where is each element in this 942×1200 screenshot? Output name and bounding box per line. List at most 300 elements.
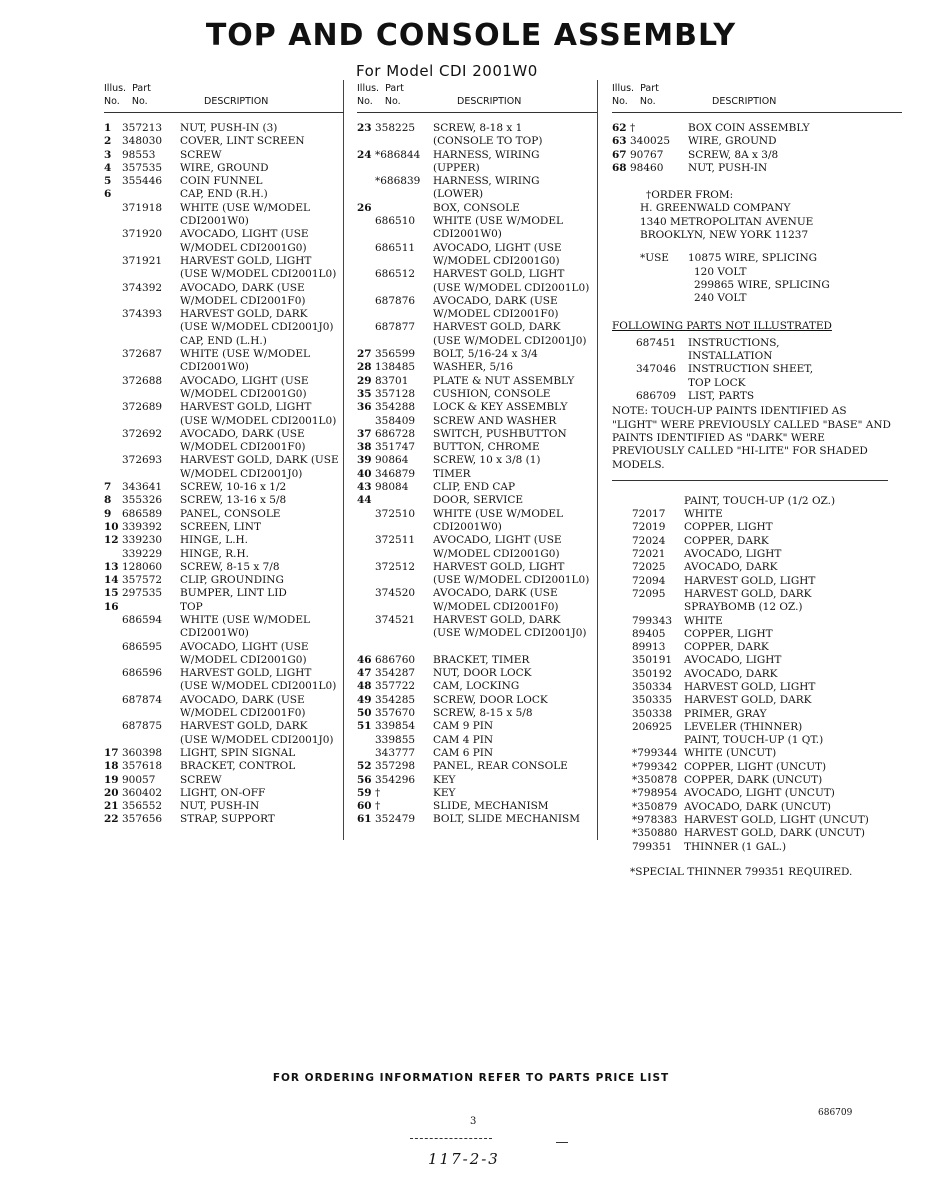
paint-row — [612, 761, 902, 774]
parts-row — [357, 734, 597, 747]
illus-number: 35 — [357, 387, 372, 400]
parts-row — [357, 534, 597, 547]
paint-row — [612, 521, 902, 534]
illus-number: 8 — [104, 494, 112, 507]
part-description: BRACKET, TIMER — [433, 653, 530, 666]
paint-row — [612, 827, 902, 840]
parts-row — [357, 774, 597, 787]
parts-row — [104, 627, 344, 640]
part-description: W/MODEL CDI2001F0) — [180, 707, 306, 720]
paint-row — [612, 787, 902, 800]
parts-row — [104, 441, 344, 454]
parts-row — [357, 175, 597, 188]
description-label: DESCRIPTION — [712, 96, 777, 107]
part-number: 350334 — [632, 680, 673, 693]
part-description: BOX COIN ASSEMBLY — [688, 122, 810, 134]
part-description: BUMPER, LINT LID — [180, 587, 287, 600]
part-description: COVER, LINT SCREEN — [180, 135, 305, 148]
parts-row — [357, 428, 597, 441]
parts-row — [357, 335, 597, 348]
illus-number: 40 — [357, 467, 372, 480]
paint-row — [612, 561, 902, 574]
parts-row — [104, 720, 344, 733]
part-number: 348030 — [122, 135, 163, 148]
parts-row — [357, 654, 597, 667]
part-description: HARVEST GOLD, LIGHT — [180, 401, 312, 414]
part-number: 72025 — [632, 561, 666, 574]
order-from-line: †ORDER FROM: — [646, 189, 734, 202]
part-description: LEVELER (THINNER) — [684, 720, 803, 733]
parts-row — [357, 468, 597, 481]
illus-number: 24 — [357, 148, 372, 161]
part-number: 686709 — [636, 390, 677, 403]
parts-row — [104, 242, 344, 255]
part-description: HARVEST GOLD, DARK — [433, 613, 561, 626]
parts-row — [357, 242, 597, 255]
illus-number: 13 — [104, 560, 119, 573]
parts-row — [357, 122, 597, 135]
parts-row — [104, 122, 344, 135]
parts-row — [104, 188, 344, 201]
illus-number: 3 — [104, 148, 112, 161]
touch-up-note: NOTE: TOUCH-UP PAINTS IDENTIFIED AS "LIGHT" WERE PREVIOUSLY CALLED "BASE" AND PAINTS IDENTIFIED AS "DARK" WERE PREVIOUSLY CALLED "HI-LITE" FOR SHADED MODELS. — [612, 405, 891, 471]
illus-number: 18 — [104, 760, 119, 773]
illus-number: 67 — [612, 148, 627, 161]
illus-number: 56 — [357, 773, 372, 786]
parts-row — [104, 361, 344, 374]
part-description: CUSHION, CONSOLE — [433, 387, 551, 400]
part-description: CDI2001W0) — [433, 520, 502, 533]
part-description: INSTALLATION — [688, 350, 773, 363]
part-description: PLATE & NUT ASSEMBLY — [433, 374, 575, 387]
part-description: HARVEST GOLD, LIGHT — [433, 560, 565, 573]
paint-row — [612, 601, 902, 614]
part-number: 98460 — [630, 161, 664, 174]
parts-row — [357, 401, 597, 414]
paint-row — [612, 588, 902, 601]
part-number: 339229 — [122, 547, 163, 560]
part-description: CAM 4 PIN — [433, 733, 494, 746]
parts-row — [357, 548, 597, 561]
part-description: W/MODEL CDI2001F0) — [180, 294, 306, 307]
order-from-line: BROOKLYN, NEW YORK 11237 — [640, 229, 809, 242]
parts-row — [104, 388, 344, 401]
part-number: 372511 — [375, 534, 416, 547]
part-description: AVOCADO, DARK (USE — [180, 281, 305, 294]
no-label: No. No. — [612, 96, 656, 107]
part-description: (USE W/MODEL CDI2001J0) — [433, 334, 587, 347]
part-description: COPPER, DARK — [684, 641, 769, 654]
part-number: 98084 — [375, 481, 409, 494]
illus-number: 12 — [104, 534, 119, 547]
parts-row — [357, 441, 597, 454]
part-description: WHITE (USE W/MODEL — [180, 348, 310, 361]
part-number: 371921 — [122, 254, 163, 267]
parts-row — [357, 694, 597, 707]
parts-row — [104, 454, 344, 467]
part-number: *686839 — [375, 175, 421, 188]
paint-row — [612, 548, 902, 561]
part-description: AVOCADO, DARK — [684, 667, 778, 680]
part-number: 355446 — [122, 175, 163, 188]
part-description: WIRE, GROUND — [180, 161, 269, 174]
part-description: BOX, CONSOLE — [433, 201, 520, 214]
parts-row — [104, 401, 344, 414]
part-description: TOP LOCK — [688, 376, 746, 389]
part-number: 350191 — [632, 654, 673, 667]
part-number: *350878 — [632, 774, 678, 787]
part-number: 357128 — [375, 387, 416, 400]
part-number: 686595 — [122, 640, 163, 653]
part-description: KEY — [433, 773, 456, 786]
use-note-label: *USE — [640, 252, 669, 265]
illus-number: 48 — [357, 680, 372, 693]
part-number: 686760 — [375, 653, 416, 666]
illus-number: 17 — [104, 746, 119, 759]
parts-row — [357, 760, 597, 773]
part-number: 360398 — [122, 746, 163, 759]
part-number: 90864 — [375, 454, 409, 467]
part-number: 372692 — [122, 427, 163, 440]
part-number: 72095 — [632, 587, 666, 600]
parts-row — [357, 228, 597, 241]
order-from-line: H. GREENWALD COMPANY — [640, 202, 791, 215]
parts-row — [612, 149, 902, 162]
illus-number: 37 — [357, 427, 372, 440]
illus-number: 14 — [104, 574, 119, 587]
part-description: WASHER, 5/16 — [433, 361, 514, 374]
parts-row — [104, 548, 344, 561]
part-description: COPPER, LIGHT — [684, 521, 773, 534]
part-description: PAINT, TOUCH-UP (1 QT.) — [684, 734, 824, 747]
parts-row — [357, 667, 597, 680]
paint-row — [612, 681, 902, 694]
part-number: 374520 — [375, 587, 416, 600]
part-number: 72019 — [632, 521, 666, 534]
not-illustrated-row — [612, 363, 902, 376]
part-number: 72021 — [632, 548, 666, 561]
paint-row — [612, 628, 902, 641]
part-number: *350880 — [632, 827, 678, 840]
not-illustrated-row — [612, 390, 902, 403]
part-number: 90767 — [630, 148, 664, 161]
parts-row — [104, 282, 344, 295]
part-description: AVOCADO, LIGHT (USE — [180, 228, 309, 241]
part-number: 354287 — [375, 667, 416, 680]
part-description: SCREEN, LINT — [180, 520, 261, 533]
part-number: 357213 — [122, 122, 163, 134]
part-number: 350192 — [632, 667, 673, 680]
parts-row — [104, 162, 344, 175]
part-number: 138485 — [375, 361, 416, 374]
parts-row — [357, 720, 597, 733]
part-description: SCREW, 10 x 3/8 (1) — [433, 454, 541, 467]
parts-row — [357, 494, 597, 507]
part-description: LIST, PARTS — [688, 390, 755, 403]
part-description: HARVEST GOLD, LIGHT (UNCUT) — [684, 813, 869, 826]
model-subtitle: For Model CDI 2001W0 — [356, 62, 538, 80]
illus-number: 28 — [357, 361, 372, 374]
parts-row — [104, 321, 344, 334]
part-description: (CONSOLE TO TOP) — [433, 135, 543, 148]
part-description: BUTTON, CHROME — [433, 441, 540, 454]
part-description: HARVEST GOLD, DARK — [180, 308, 308, 321]
parts-row — [357, 454, 597, 467]
parts-row — [104, 175, 344, 188]
parts-row — [357, 627, 597, 640]
parts-row — [357, 149, 597, 162]
illus-number: 61 — [357, 813, 372, 826]
part-description: PANEL, REAR CONSOLE — [433, 760, 568, 773]
illus-number: 27 — [357, 348, 372, 361]
parts-column-2 — [357, 82, 597, 827]
part-number: 354285 — [375, 693, 416, 706]
parts-row — [104, 295, 344, 308]
part-number: 98553 — [122, 148, 156, 161]
part-number: 128060 — [122, 560, 163, 573]
part-description: COIN FUNNEL — [180, 175, 263, 188]
illus-number: 9 — [104, 507, 112, 520]
parts-row — [357, 641, 597, 654]
illus-number: 46 — [357, 653, 372, 666]
part-number: 687451 — [636, 336, 677, 349]
part-description: HARVEST GOLD, LIGHT — [433, 268, 565, 281]
illus-number: 38 — [357, 441, 372, 454]
part-number: 351747 — [375, 441, 416, 454]
part-description: AVOCADO, DARK (USE — [433, 294, 558, 307]
part-description: HARVEST GOLD, LIGHT — [684, 574, 816, 587]
parts-row — [104, 508, 344, 521]
part-number: *978383 — [632, 813, 678, 826]
illus-number: 36 — [357, 401, 372, 414]
parts-row — [104, 135, 344, 148]
parts-row — [357, 388, 597, 401]
page-number: 3 — [470, 1116, 477, 1127]
part-description: (USE W/MODEL CDI2001L0) — [180, 414, 337, 427]
part-number: 686594 — [122, 613, 163, 626]
part-number: 72024 — [632, 534, 666, 547]
part-number: 686512 — [375, 268, 416, 281]
parts-row — [104, 641, 344, 654]
part-description: STRAP, SUPPORT — [180, 813, 275, 826]
part-number: 357572 — [122, 574, 163, 587]
part-description: SCREW — [180, 148, 222, 161]
part-number: 687875 — [122, 720, 163, 733]
part-number: 357298 — [375, 760, 416, 773]
part-description: HARVEST GOLD, LIGHT — [180, 667, 312, 680]
parts-row — [104, 415, 344, 428]
order-from-line: 1340 METROPOLITAN AVENUE — [640, 215, 814, 228]
illus-number: 59 — [357, 786, 372, 799]
part-description: CLIP, END CAP — [433, 481, 516, 494]
part-description: CDI2001W0) — [180, 627, 249, 640]
not-illustrated-row — [612, 337, 902, 350]
parts-row — [104, 521, 344, 534]
part-description: AVOCADO, LIGHT (USE — [433, 241, 562, 254]
illus-number: 19 — [104, 773, 119, 786]
parts-row — [104, 215, 344, 228]
part-number: 358225 — [375, 122, 416, 134]
parts-row — [104, 774, 344, 787]
parts-row — [104, 149, 344, 162]
part-description: NUT, DOOR LOCK — [433, 667, 532, 680]
part-description: BOLT, SLIDE MECHANISM — [433, 813, 580, 826]
part-description: BOLT, 5/16-24 x 3/4 — [433, 348, 538, 361]
part-number: 686589 — [122, 507, 163, 520]
part-description: CAM 6 PIN — [433, 746, 494, 759]
parts-row — [104, 348, 344, 361]
part-description: AVOCADO, LIGHT — [684, 548, 782, 561]
parts-row — [104, 654, 344, 667]
illus-number: 52 — [357, 760, 372, 773]
illus-number: 62 — [612, 122, 627, 134]
paint-row — [612, 615, 902, 628]
part-number: 206925 — [632, 720, 673, 733]
not-illustrated-row — [612, 350, 902, 363]
part-number: 339854 — [375, 720, 416, 733]
parts-column-1 — [104, 82, 344, 827]
illus-number: 63 — [612, 135, 627, 148]
part-description: W/MODEL CDI2001F0) — [433, 308, 559, 321]
parts-row — [104, 707, 344, 720]
part-number: † — [375, 786, 381, 799]
illus-number: 39 — [357, 454, 372, 467]
part-description: WHITE — [684, 614, 723, 627]
part-description: SCREW, 8-18 x 1 — [433, 122, 523, 134]
parts-row — [104, 494, 344, 507]
parts-row — [612, 122, 902, 135]
part-number: 357670 — [375, 707, 416, 720]
parts-row — [104, 481, 344, 494]
parts-row — [357, 361, 597, 374]
part-number: 372510 — [375, 507, 416, 520]
illus-number: 29 — [357, 374, 372, 387]
part-number: 72094 — [632, 574, 666, 587]
paint-row — [612, 535, 902, 548]
part-number: 360402 — [122, 786, 163, 799]
part-description: CDI2001W0) — [180, 215, 249, 228]
parts-row — [104, 468, 344, 481]
part-description: WHITE (USE W/MODEL — [180, 613, 310, 626]
part-description: HARVEST GOLD, LIGHT — [684, 680, 816, 693]
part-number: † — [375, 800, 381, 813]
part-description: SCREW, 8A x 3/8 — [688, 148, 779, 161]
part-number: 371918 — [122, 201, 163, 214]
part-number: 357618 — [122, 760, 163, 773]
part-number: 352479 — [375, 813, 416, 826]
part-description: AVOCADO, DARK (USE — [180, 427, 305, 440]
part-number: 371920 — [122, 228, 163, 241]
part-description: SLIDE, MECHANISM — [433, 800, 549, 813]
parts-row — [357, 561, 597, 574]
handwritten-note: 117-2-3 — [428, 1150, 500, 1168]
part-description: COPPER, DARK — [684, 534, 769, 547]
part-description: TOP — [180, 600, 203, 613]
part-description: NUT, PUSH-IN — [688, 161, 768, 174]
description-label: DESCRIPTION — [204, 96, 269, 107]
parts-row — [357, 375, 597, 388]
parts-row — [104, 760, 344, 773]
part-description: SCREW — [180, 773, 222, 786]
parts-row — [357, 255, 597, 268]
order-from-block — [612, 189, 902, 242]
paint-row — [612, 734, 902, 747]
part-number: 89913 — [632, 641, 666, 654]
paint-row — [612, 575, 902, 588]
part-description: BRACKET, CONTROL — [180, 760, 296, 773]
part-number: *799342 — [632, 760, 678, 773]
illus-number: 44 — [357, 494, 372, 507]
part-description: LIGHT, SPIN SIGNAL — [180, 746, 296, 759]
part-number: *350879 — [632, 800, 678, 813]
paint-row — [612, 641, 902, 654]
column-header — [104, 82, 344, 122]
part-number: 339392 — [122, 520, 163, 533]
paint-row — [612, 841, 902, 854]
part-description: SCREW, 13-16 x 5/8 — [180, 494, 287, 507]
parts-row — [104, 335, 344, 348]
part-description: NUT, PUSH-IN — [180, 800, 260, 813]
part-number: 686511 — [375, 241, 416, 254]
part-number: 372689 — [122, 401, 163, 414]
part-number: 90057 — [122, 773, 156, 786]
part-description: CAP, END (R.H.) — [180, 188, 268, 201]
document-number: 686709 — [818, 1108, 853, 1118]
parts-row — [357, 415, 597, 428]
illus-number: 26 — [357, 201, 372, 214]
illus-number: 5 — [104, 175, 112, 188]
part-description: W/MODEL CDI2001G0) — [433, 547, 560, 560]
illus-number: 6 — [104, 188, 112, 201]
parts-row — [104, 308, 344, 321]
parts-row — [357, 348, 597, 361]
part-description: DOOR, SERVICE — [433, 494, 524, 507]
part-number: 799343 — [632, 614, 673, 627]
use-note-line: 10875 WIRE, SPLICING — [688, 252, 818, 265]
part-number: 350335 — [632, 694, 673, 707]
illus-number: 49 — [357, 693, 372, 706]
illus-number: 47 — [357, 667, 372, 680]
column-header — [612, 82, 902, 122]
part-description: W/MODEL CDI2001F0) — [180, 441, 306, 454]
no-label: No. No. — [357, 96, 401, 107]
part-description: AVOCADO, DARK (USE — [433, 587, 558, 600]
part-description: HARVEST GOLD, DARK — [684, 587, 812, 600]
part-description: (USE W/MODEL CDI2001L0) — [433, 281, 590, 294]
divider — [612, 480, 888, 481]
part-number: 72017 — [632, 508, 666, 521]
parts-row — [357, 521, 597, 534]
part-number: 799351 — [632, 840, 673, 853]
part-description: AVOCADO, DARK — [684, 561, 778, 574]
part-description: W/MODEL CDI2001F0) — [433, 600, 559, 613]
part-number: 686596 — [122, 667, 163, 680]
parts-row — [104, 268, 344, 281]
illus-number: 68 — [612, 161, 627, 174]
parts-row — [104, 747, 344, 760]
part-description: INSTRUCTIONS, — [688, 336, 780, 349]
part-number: 372693 — [122, 454, 163, 467]
illus-number: 7 — [104, 481, 112, 494]
part-number: 89405 — [632, 627, 666, 640]
illus-part-label: Illus. Part — [357, 83, 404, 94]
parts-row — [612, 135, 902, 148]
parts-row — [357, 680, 597, 693]
part-description: HARVEST GOLD, DARK — [684, 694, 812, 707]
paint-row — [612, 668, 902, 681]
part-description: (UPPER) — [433, 161, 480, 174]
illus-number: 43 — [357, 481, 372, 494]
